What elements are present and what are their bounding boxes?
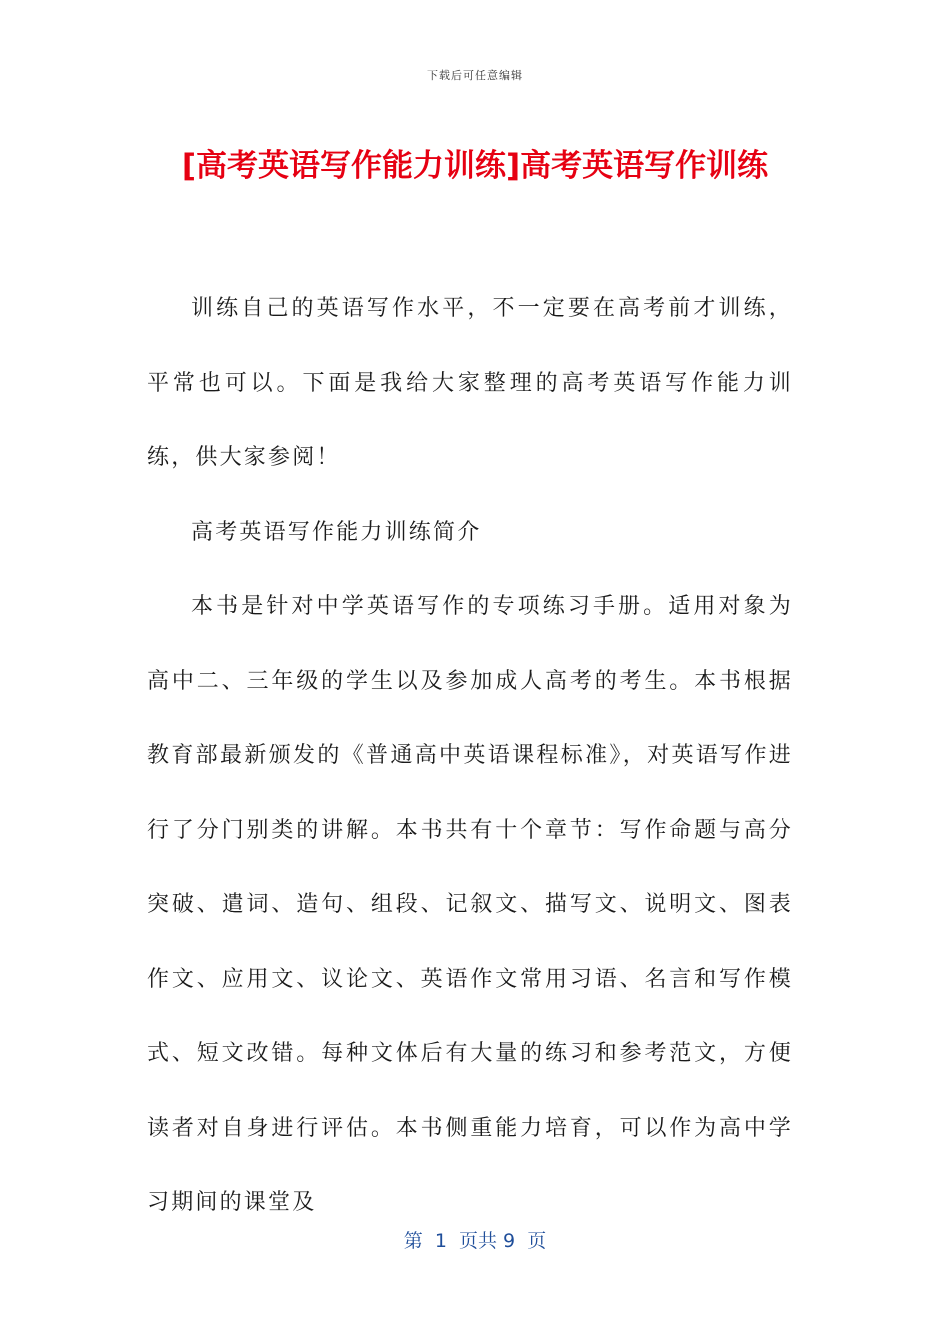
- paragraph-heading: 高考英语写作能力训练简介: [191, 519, 482, 545]
- paragraph-intro: 训练自己的英语写作水平，不一定要在高考前才训练，平常也可以。下面是我给大家整理的高考英语写作能力训练，供大家参阅！: [147, 296, 793, 470]
- document-title: [高考英语写作能力训练]高考英语写作训练: [181, 148, 769, 184]
- page-number-footer: [0, 1226, 950, 1253]
- paragraph-description: 本书是针对中学英语写作的专项练习手册。适用对象为高中二、三年级的学生以及参加成人高考的考生。本书根据教育部最新颁发的《普通高中英语课程标准》，对英语写作进行了分门别类的讲解。本书共有十个章节：写作命题与高分突破、遣词、造句、组段、记叙文、描写文、说明文、图表作文、应用文、议论文、英语作文常用习语、名言和写作模式、短文改错。每种文体后有大量的练习和参考范文，方便读者对自身进行评估。本书侧重能力培育，可以作为高中学习期间的课堂及: [147, 594, 793, 1215]
- header-note: 下载后可任意编辑: [427, 69, 523, 82]
- document-body: [147, 272, 793, 1241]
- page-number-label: 第 1 页共 9 页: [403, 1230, 547, 1252]
